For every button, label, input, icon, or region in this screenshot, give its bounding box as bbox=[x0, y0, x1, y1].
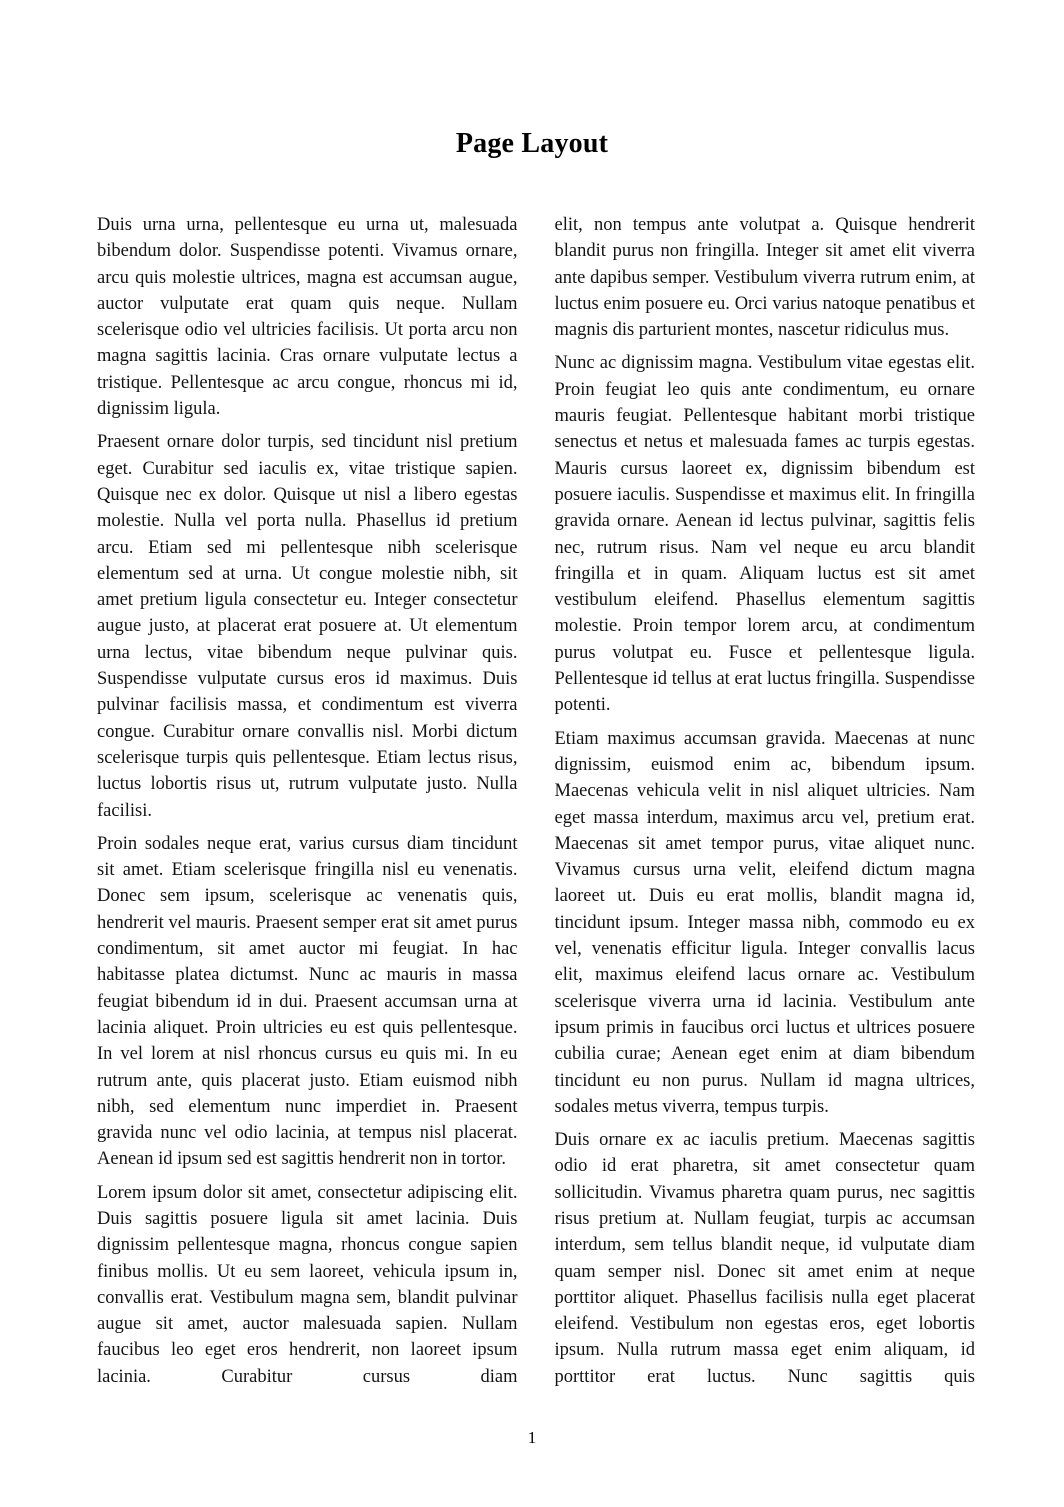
paragraph: Proin sodales neque erat, varius cursus diam tincidunt sit amet. Etiam scelerisque fringilla nisl eu venenatis. Donec sem ipsum, scelerisque ac venenatis quis, hendrerit vel mauris. Praesent semper erat sit amet purus condimentum, sit amet auctor mi feugiat. In hac habitasse platea dictumst. Nunc ac mauris in massa feugiat bibendum id in dui. Praesent accumsan urna at lacinia aliquet. Proin ultricies eu est quis pellentesque. In vel lorem at nisl rhoncus cursus eu quis mi. In eu rutrum ante, quis placerat justo. Etiam euismod nibh nibh, sed elementum nunc imperdiet in. Praesent gravida nunc vel odio lacinia, at tempus nisl placerat. Aenean id ipsum sed est sagittis hendrerit non in tortor. bbox=[97, 833, 518, 1170]
paragraph: Duis ornare ex ac iaculis pretium. Maecenas sagittis odio id erat pharetra, sit amet consectetur quam sollicitudin. Vivamus pharetra quam purus, nec sagittis risus pretium at. Nullam feugiat, turpis ac accumsan interdum, sem tellus blandit neque, id vulputate diam quam semper nisl. Donec sit amet enim at neque porttitor aliquet. Phasellus facilisis nulla eget placerat eleifend. Vestibulum non egestas eros, eget lobortis ipsum. Nulla rutrum massa eget enim aliquam, id porttitor erat luctus. Nunc sagittis quis bbox=[554, 1130, 975, 1387]
text-columns bbox=[97, 212, 975, 1412]
page-title: Page Layout bbox=[455, 128, 609, 159]
paragraph: Nunc ac dignissim magna. Vestibulum vitae egestas elit. Proin feugiat leo quis ante condimentum, eu ornare mauris feugiat. Pellentesque habitant morbi tristique senectus et netus et malesuada fames ac turpis egestas. Mauris cursus laoreet ex, dignissim bibendum est posuere iaculis. Suspendisse et maximus elit. In fringilla gravida ornare. Aenean id lectus pulvinar, sagittis felis nec, rutrum risus. Nam vel neque eu arcu blandit fringilla et in quam. Aliquam luctus est sit amet vestibulum eleifend. Phasellus elementum sagittis molestie. Proin tempor lorem arcu, at condimentum purus volutpat eu. Fusce et pellentesque ligula. Pellentesque id tellus at erat luctus fringilla. Suspendisse potenti. bbox=[554, 353, 975, 716]
paragraph: elit, non tempus ante volutpat a. Quisque hendrerit blandit purus non fringilla. Integer sit amet elit viverra ante dapibus semper. Vestibulum viverra rutrum enim, at luctus enim posuere eu. Orci varius natoque penatibus et magnis dis parturient montes, nascetur ridiculus mus. bbox=[554, 215, 975, 341]
paragraph: Lorem ipsum dolor sit amet, consectetur adipiscing elit. Duis sagittis posuere ligula sit amet lacinia. Duis dignissim pellentesque magna, rhoncus congue sapien finibus mollis. Ut eu sem laoreet, vehicula ipsum in, convallis erat. Vestibulum magna sem, blandit pulvinar augue sit amet, auctor malesuada sapien. Nullam faucibus leo eget eros hendrerit, non laoreet ipsum lacinia. Curabitur cursus diam bbox=[97, 1182, 518, 1387]
right-column bbox=[555, 212, 976, 1412]
paragraph: Duis urna urna, pellentesque eu urna ut, malesuada bibendum dolor. Suspendisse potenti. Vivamus ornare, arcu quis molestie ultrices, magna est accumsan augue, auctor vulputate erat quam quis neque. Nullam scelerisque odio vel ultricies facilisis. Ut porta arcu non magna sagittis lacinia. Cras ornare vulputate lectus a tristique. Pellentesque ac arcu congue, rhoncus mi id, dignissim ligula. bbox=[97, 215, 518, 420]
paragraph: Etiam maximus accumsan gravida. Maecenas at nunc dignissim, euismod enim ac, bibendum ipsum. Maecenas vehicula velit in nisl aliquet ultricies. Nam eget massa interdum, maximus arcu vel, pretium erat. Maecenas sit amet tempor purus, vitae aliquet nunc. Vivamus cursus urna velit, eleifend dictum magna laoreet ut. Duis eu erat mollis, blandit magna id, tincidunt ipsum. Integer massa nibh, commodo eu ex vel, venenatis efficitur ligula. Integer convallis lacus elit, maximus eleifend lacus ornare ac. Vestibulum scelerisque viverra urna id lacinia. Vestibulum ante ipsum primis in faucibus orci luctus et ultrices posuere cubilia curae; Aenean eget enim at diam bibendum tincidunt eu non purus. Nullam id magna ultrices, sodales metus viverra, tempus turpis. bbox=[554, 728, 975, 1117]
left-column bbox=[97, 212, 518, 1412]
page-number: 1 bbox=[527, 1428, 537, 1447]
paragraph: Praesent ornare dolor turpis, sed tincidunt nisl pretium eget. Curabitur sed iaculis ex, vitae tristique sapien. Quisque nec ex dolor. Quisque ut nisl a libero egestas molestie. Nulla vel porta nulla. Phasellus id pretium arcu. Etiam sed mi pellentesque nibh scelerisque elementum sed at urna. Ut congue molestie nibh, sit amet pretium ligula consectetur eu. Integer consectetur augue justo, at placerat erat posuere at. Ut elementum urna lectus, vitae bibendum neque pulvinar quis. Suspendisse vulputate cursus eros id maximus. Duis pulvinar facilisis massa, et condimentum est viverra congue. Curabitur ornare convallis nisl. Morbi dictum scelerisque turpis quis pellentesque. Etiam lectus risus, luctus lobortis risus ut, rutrum vulputate justo. Nulla facilisi. bbox=[97, 432, 518, 821]
